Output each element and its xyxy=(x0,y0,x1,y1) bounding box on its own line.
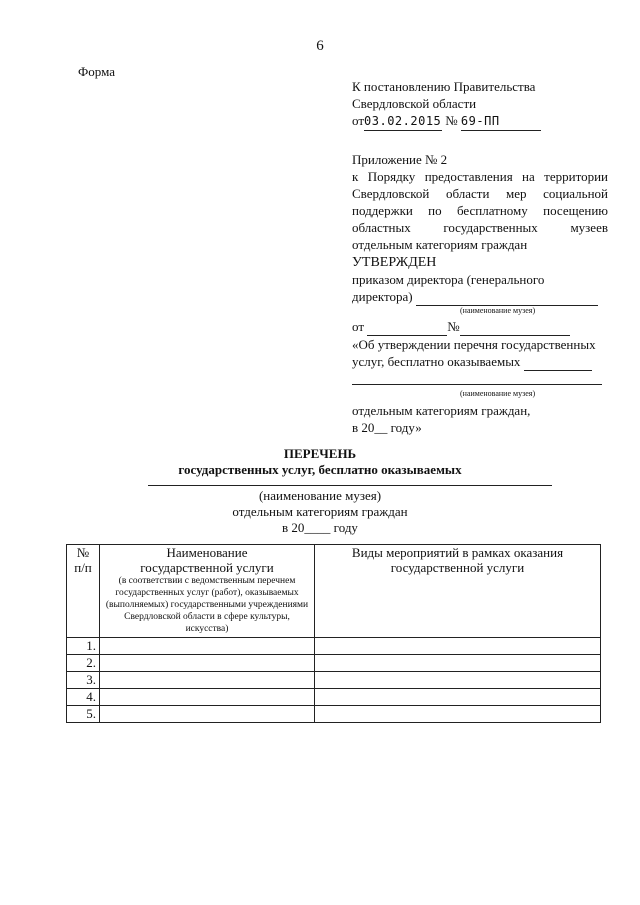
director-label: директора) xyxy=(352,289,413,304)
resolution-line1: К постановлению Правительства xyxy=(352,79,536,94)
approved-line5 xyxy=(352,353,602,371)
header-activities xyxy=(315,545,601,638)
table-row xyxy=(67,689,601,706)
header-number-line1: № xyxy=(76,545,90,560)
row-activities-cell[interactable] xyxy=(315,689,601,706)
date-blank xyxy=(367,318,447,336)
approved-block xyxy=(352,271,602,436)
list-subtitle: государственных услуг, бесплатно оказываемых xyxy=(178,462,462,477)
museum-caption: (наименование музея) xyxy=(460,306,536,315)
services-table xyxy=(66,544,601,723)
services-blank xyxy=(524,353,592,371)
resolution-line2: Свердловской области xyxy=(352,96,477,111)
resolution-block xyxy=(352,78,541,131)
header-number xyxy=(67,545,100,638)
row-number: 4. xyxy=(67,689,100,706)
table-row xyxy=(67,672,601,689)
header-service-name xyxy=(100,545,315,638)
approved-heading: УТВЕРЖДЕН xyxy=(352,255,437,270)
header-number-line2: п/п xyxy=(74,560,92,575)
row-activities-cell[interactable] xyxy=(315,706,601,723)
row-service-cell[interactable] xyxy=(100,638,315,655)
approved-line2 xyxy=(352,288,602,306)
appendix-line-5: отдельным категориям граждан xyxy=(352,237,528,252)
services-text: услуг, бесплатно оказываемых xyxy=(352,354,521,369)
approved-line1: приказом директора (генерального xyxy=(352,272,545,287)
from-label: от xyxy=(352,319,365,334)
table-row xyxy=(67,638,601,655)
appendix-line-1: к Порядку предоставления на территории xyxy=(352,169,608,184)
resolution-date: 03.02.2015 xyxy=(364,113,442,131)
order-number-blank xyxy=(460,318,570,336)
header-service-note: (в соответствии с ведомственным перечнем государственных услуг (работ), оказываемых (выполняемых) государственными учреждениями Свердловской области в сфере культуры, искусства) xyxy=(105,576,309,634)
header-service-line2: государственной услуги xyxy=(140,560,274,575)
row-number: 1. xyxy=(67,638,100,655)
appendix-title: Приложение № 2 xyxy=(352,152,448,167)
list-year-line: в 20____ году xyxy=(282,520,358,535)
number-sign: № xyxy=(445,113,458,128)
date-prefix: от xyxy=(352,113,365,128)
table-header-row xyxy=(67,545,601,638)
header-activities-line1: Виды мероприятий в рамках оказания xyxy=(351,545,564,560)
page-number: 6 xyxy=(316,38,324,54)
approved-line7: отдельным категориям граждан, xyxy=(352,403,531,418)
table-row xyxy=(67,706,601,723)
row-activities-cell[interactable] xyxy=(315,638,601,655)
form-label: Форма xyxy=(78,64,115,79)
appendix-block xyxy=(352,151,608,253)
row-number: 2. xyxy=(67,655,100,672)
row-service-cell[interactable] xyxy=(100,689,315,706)
row-service-cell[interactable] xyxy=(100,672,315,689)
row-activities-cell[interactable] xyxy=(315,672,601,689)
row-service-cell[interactable] xyxy=(100,706,315,723)
resolution-date-line xyxy=(352,112,541,131)
appendix-line-3: поддержки по бесплатному посещению xyxy=(352,203,608,218)
appendix-line-4: областных государственных музеев xyxy=(352,220,608,235)
header-activities-line2: государственной услуги xyxy=(390,560,525,575)
list-museum-caption: (наименование музея) xyxy=(258,488,382,503)
approved-line8: в 20__ году» xyxy=(352,420,422,435)
approved-line4: «Об утверждении перечня государственных xyxy=(352,337,596,352)
museum-caption-2: (наименование музея) xyxy=(460,389,536,398)
resolution-number: 69-ПП xyxy=(461,113,541,131)
row-number: 5. xyxy=(67,706,100,723)
museum-name-line xyxy=(148,485,552,486)
row-number: 3. xyxy=(67,672,100,689)
list-title: ПЕРЕЧЕНЬ xyxy=(283,446,357,461)
table-row xyxy=(67,655,601,672)
order-number-sign: № xyxy=(447,319,460,334)
row-service-cell[interactable] xyxy=(100,655,315,672)
list-line3: отдельным категориям граждан xyxy=(232,504,408,519)
approved-from-line xyxy=(352,318,602,336)
header-service-line1: Наименование xyxy=(166,545,248,560)
appendix-line-2: Свердловской области мер социальной xyxy=(352,186,608,201)
row-activities-cell[interactable] xyxy=(315,655,601,672)
museum-name-blank-2 xyxy=(352,371,602,385)
museum-name-blank xyxy=(416,288,598,306)
